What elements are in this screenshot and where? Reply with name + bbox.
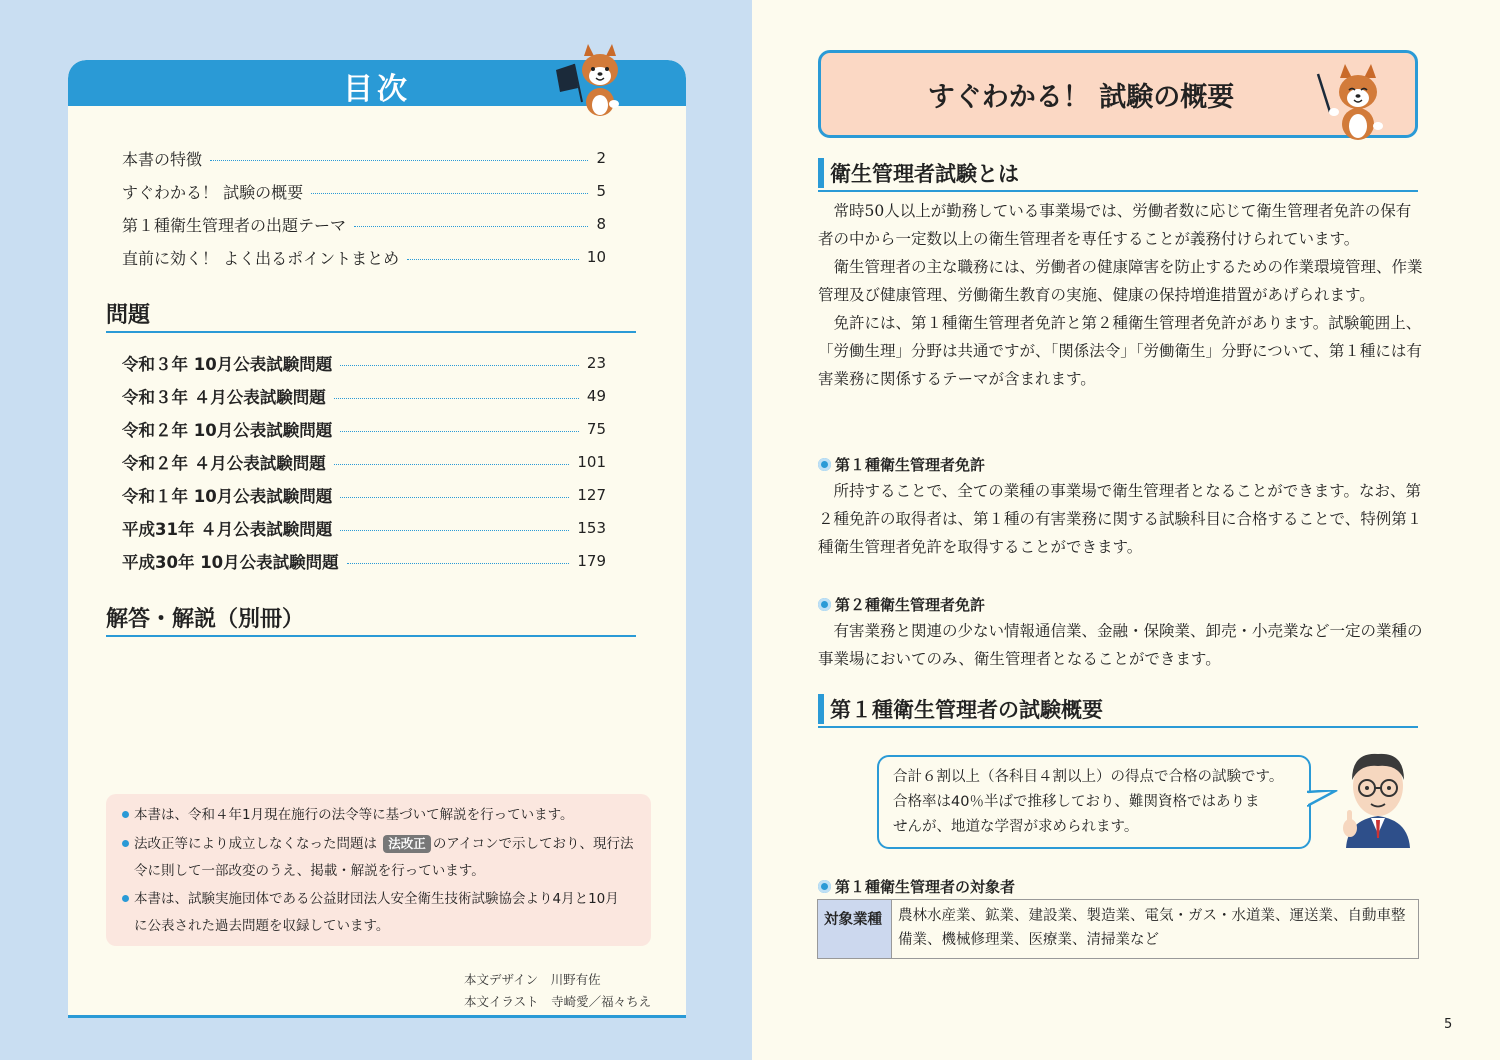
toc-dotted-leader (347, 563, 570, 564)
subheading-text: 第１種衛生管理者免許 (835, 456, 986, 474)
bubble-line: 合格率は40％半ばで推移しており、難関資格ではありま (893, 794, 1260, 810)
dog-mascot-flag-icon (552, 42, 632, 122)
toc-row-page: 153 (577, 519, 606, 537)
speech-bubble (877, 755, 1311, 849)
toc-row[interactable] (122, 449, 606, 475)
toc-dotted-leader (210, 160, 588, 161)
credit-illustration: 本文イラスト 寺崎愛／福々ちえ (464, 994, 652, 1009)
toc-row[interactable] (122, 350, 606, 376)
toc-row[interactable] (122, 211, 606, 237)
toc-row-label: 令和３年 ４月公表試験問題 (122, 388, 326, 407)
section-heading-text: 第１種衛生管理者の試験概要 (830, 698, 1103, 722)
toc-row-page: 75 (586, 420, 606, 438)
toc-row-label: 令和１年 10月公表試験問題 (122, 487, 333, 506)
circle-bullet-icon (818, 598, 831, 611)
toc-row-page: 127 (577, 486, 606, 504)
toc-row-label: 平成31年 ４月公表試験問題 (122, 520, 333, 539)
circle-bullet-icon (818, 880, 831, 893)
answers-heading: 解答・解説（別冊） (106, 602, 636, 637)
toc-dotted-leader (334, 464, 570, 465)
bullet-icon (122, 895, 129, 902)
toc-row-page: 49 (586, 387, 606, 405)
toc-row[interactable] (122, 178, 606, 204)
problems-heading: 問題 (106, 298, 636, 333)
toc-dotted-leader (354, 226, 588, 227)
paragraph: 衛生管理者の主な職務には、労働者の健康障害を防止するための作業環境管理、作業管理及び健康管理、労働衛生教育の実施、健康の保持増進措置があげられます。 (818, 258, 1423, 304)
bubble-line: せんが、地道な学習が求められます。 (893, 819, 1139, 835)
bubble-line: 合計６割以上（各科目４割以上）の得点で合格の試験です。 (893, 769, 1284, 785)
note-text: 法改正等により成立しなくなった問題は (134, 836, 377, 852)
paragraph: 免許には、第１種衛生管理者免許と第２種衛生管理者免許があります。試験範囲上、「労働生理」分野は共通ですが、「関係法令」「労働衛生」分野について、第１種には有害業務に関係するテーマが含まれます。 (818, 314, 1422, 388)
heading-accent-bar (818, 158, 824, 188)
law-revision-badge: 法改正 (383, 835, 431, 853)
toc-row-label: 平成30年 10月公表試験問題 (122, 553, 339, 572)
note-item (122, 831, 642, 885)
speech-bubble-tail-icon (1307, 790, 1339, 810)
heading-accent-bar (818, 694, 824, 724)
toc-row[interactable] (122, 482, 606, 508)
toc-row-page: 23 (586, 354, 606, 372)
paragraph: 常時50人以上が勤務している事業場では、労働者数に応じて衛生管理者免許の保有者の中から一定数以上の衛生管理者を専任することが義務付けられています。 (818, 202, 1412, 248)
subheading-text: 第１種衛生管理者の対象者 (835, 878, 1016, 896)
page-number: 5 (1444, 1017, 1453, 1032)
credit-design: 本文デザイン 川野有佐 (464, 972, 601, 987)
speech-bubble-text (893, 765, 1303, 840)
target-industries-table (817, 899, 1419, 959)
subheading (818, 594, 985, 615)
toc-bottom-line (68, 1015, 686, 1018)
page-title: すぐわかる！ 試験の概要 (927, 82, 1235, 113)
toc-dotted-leader (407, 259, 579, 260)
toc-row-page: 2 (596, 149, 606, 167)
sub2-body (818, 617, 1424, 673)
note-item (122, 802, 642, 829)
subheading (818, 876, 1015, 897)
toc-row-label: すぐわかる！ 試験の概要 (122, 182, 304, 202)
subheading (818, 454, 985, 475)
toc-dotted-leader (334, 398, 579, 399)
note-text: 令に則して一部改変のうえ、掲載・解説を行っています。 (134, 863, 485, 879)
note-text: のアイコンで示しており、現行法 (432, 836, 634, 852)
sub1-body (818, 477, 1424, 561)
note-text: に公表された過去問題を収録しています。 (134, 918, 390, 934)
toc-row-page: 5 (596, 182, 606, 200)
toc-row-label: 令和３年 10月公表試験問題 (122, 355, 333, 374)
toc-row-label: 本書の特徴 (122, 149, 203, 169)
toc-row[interactable] (122, 244, 606, 270)
section-heading-text: 衛生管理者試験とは (830, 162, 1019, 186)
toc-row[interactable] (122, 145, 606, 171)
toc-row-page: 179 (577, 552, 606, 570)
dog-mascot-pointer-icon (1312, 60, 1392, 146)
toc-row-page: 101 (577, 453, 606, 471)
note-item (122, 886, 642, 940)
table-header-cell: 対象業種 (818, 900, 892, 958)
toc-row[interactable] (122, 548, 606, 574)
toc-dotted-leader (340, 431, 579, 432)
toc-row-label: 令和２年 ４月公表試験問題 (122, 454, 326, 473)
note-text: 本書は、試験実施団体である公益財団法人安全衛生技術試験協会より4月と10月 (134, 891, 619, 907)
circle-bullet-icon (818, 458, 831, 471)
toc-row-label: 令和２年 10月公表試験問題 (122, 421, 333, 440)
toc-row-label: 直前に効く！ よく出るポイントまとめ (122, 248, 400, 268)
notes-box (106, 794, 651, 946)
toc-row-page: 10 (586, 248, 606, 266)
table-value-cell: 農林水産業、鉱業、建設業、製造業、電気・ガス・水道業、運送業、自動車整備業、機械修理業、医療業、清掃業など (898, 908, 1406, 948)
toc-dotted-leader (340, 530, 569, 531)
paragraph: 有害業務と関連の少ない情報通信業、金融・保険業、卸売・小売業など一定の業種の事業場においてのみ、衛生管理者となることができます。 (818, 622, 1423, 668)
toc-row[interactable] (122, 383, 606, 409)
toc-row-page: 8 (596, 215, 606, 233)
bullet-icon (122, 811, 129, 818)
toc-row-label: 第１種衛生管理者の出題テーマ (122, 215, 347, 235)
section-heading (818, 158, 1418, 192)
toc-title: 目次 (343, 72, 411, 107)
toc-row[interactable] (122, 515, 606, 541)
bullet-icon (122, 840, 129, 847)
toc-dotted-leader (311, 193, 588, 194)
paragraph: 所持することで、全ての業種の事業場で衛生管理者となることができます。なお、第２種免許の取得者は、第１種の有害業務に関する試験科目に合格することで、特例第１種衛生管理者免許を取得することができます。 (818, 482, 1423, 556)
teacher-illustration-icon (1338, 742, 1418, 848)
toc-row[interactable] (122, 416, 606, 442)
note-text: 本書は、令和４年1月現在施行の法令等に基づいて解説を行っています。 (134, 807, 574, 823)
toc-dotted-leader (340, 497, 569, 498)
section1-body (818, 197, 1424, 393)
toc-dotted-leader (340, 365, 579, 366)
section-heading (818, 694, 1418, 728)
subheading-text: 第２種衛生管理者免許 (835, 596, 986, 614)
